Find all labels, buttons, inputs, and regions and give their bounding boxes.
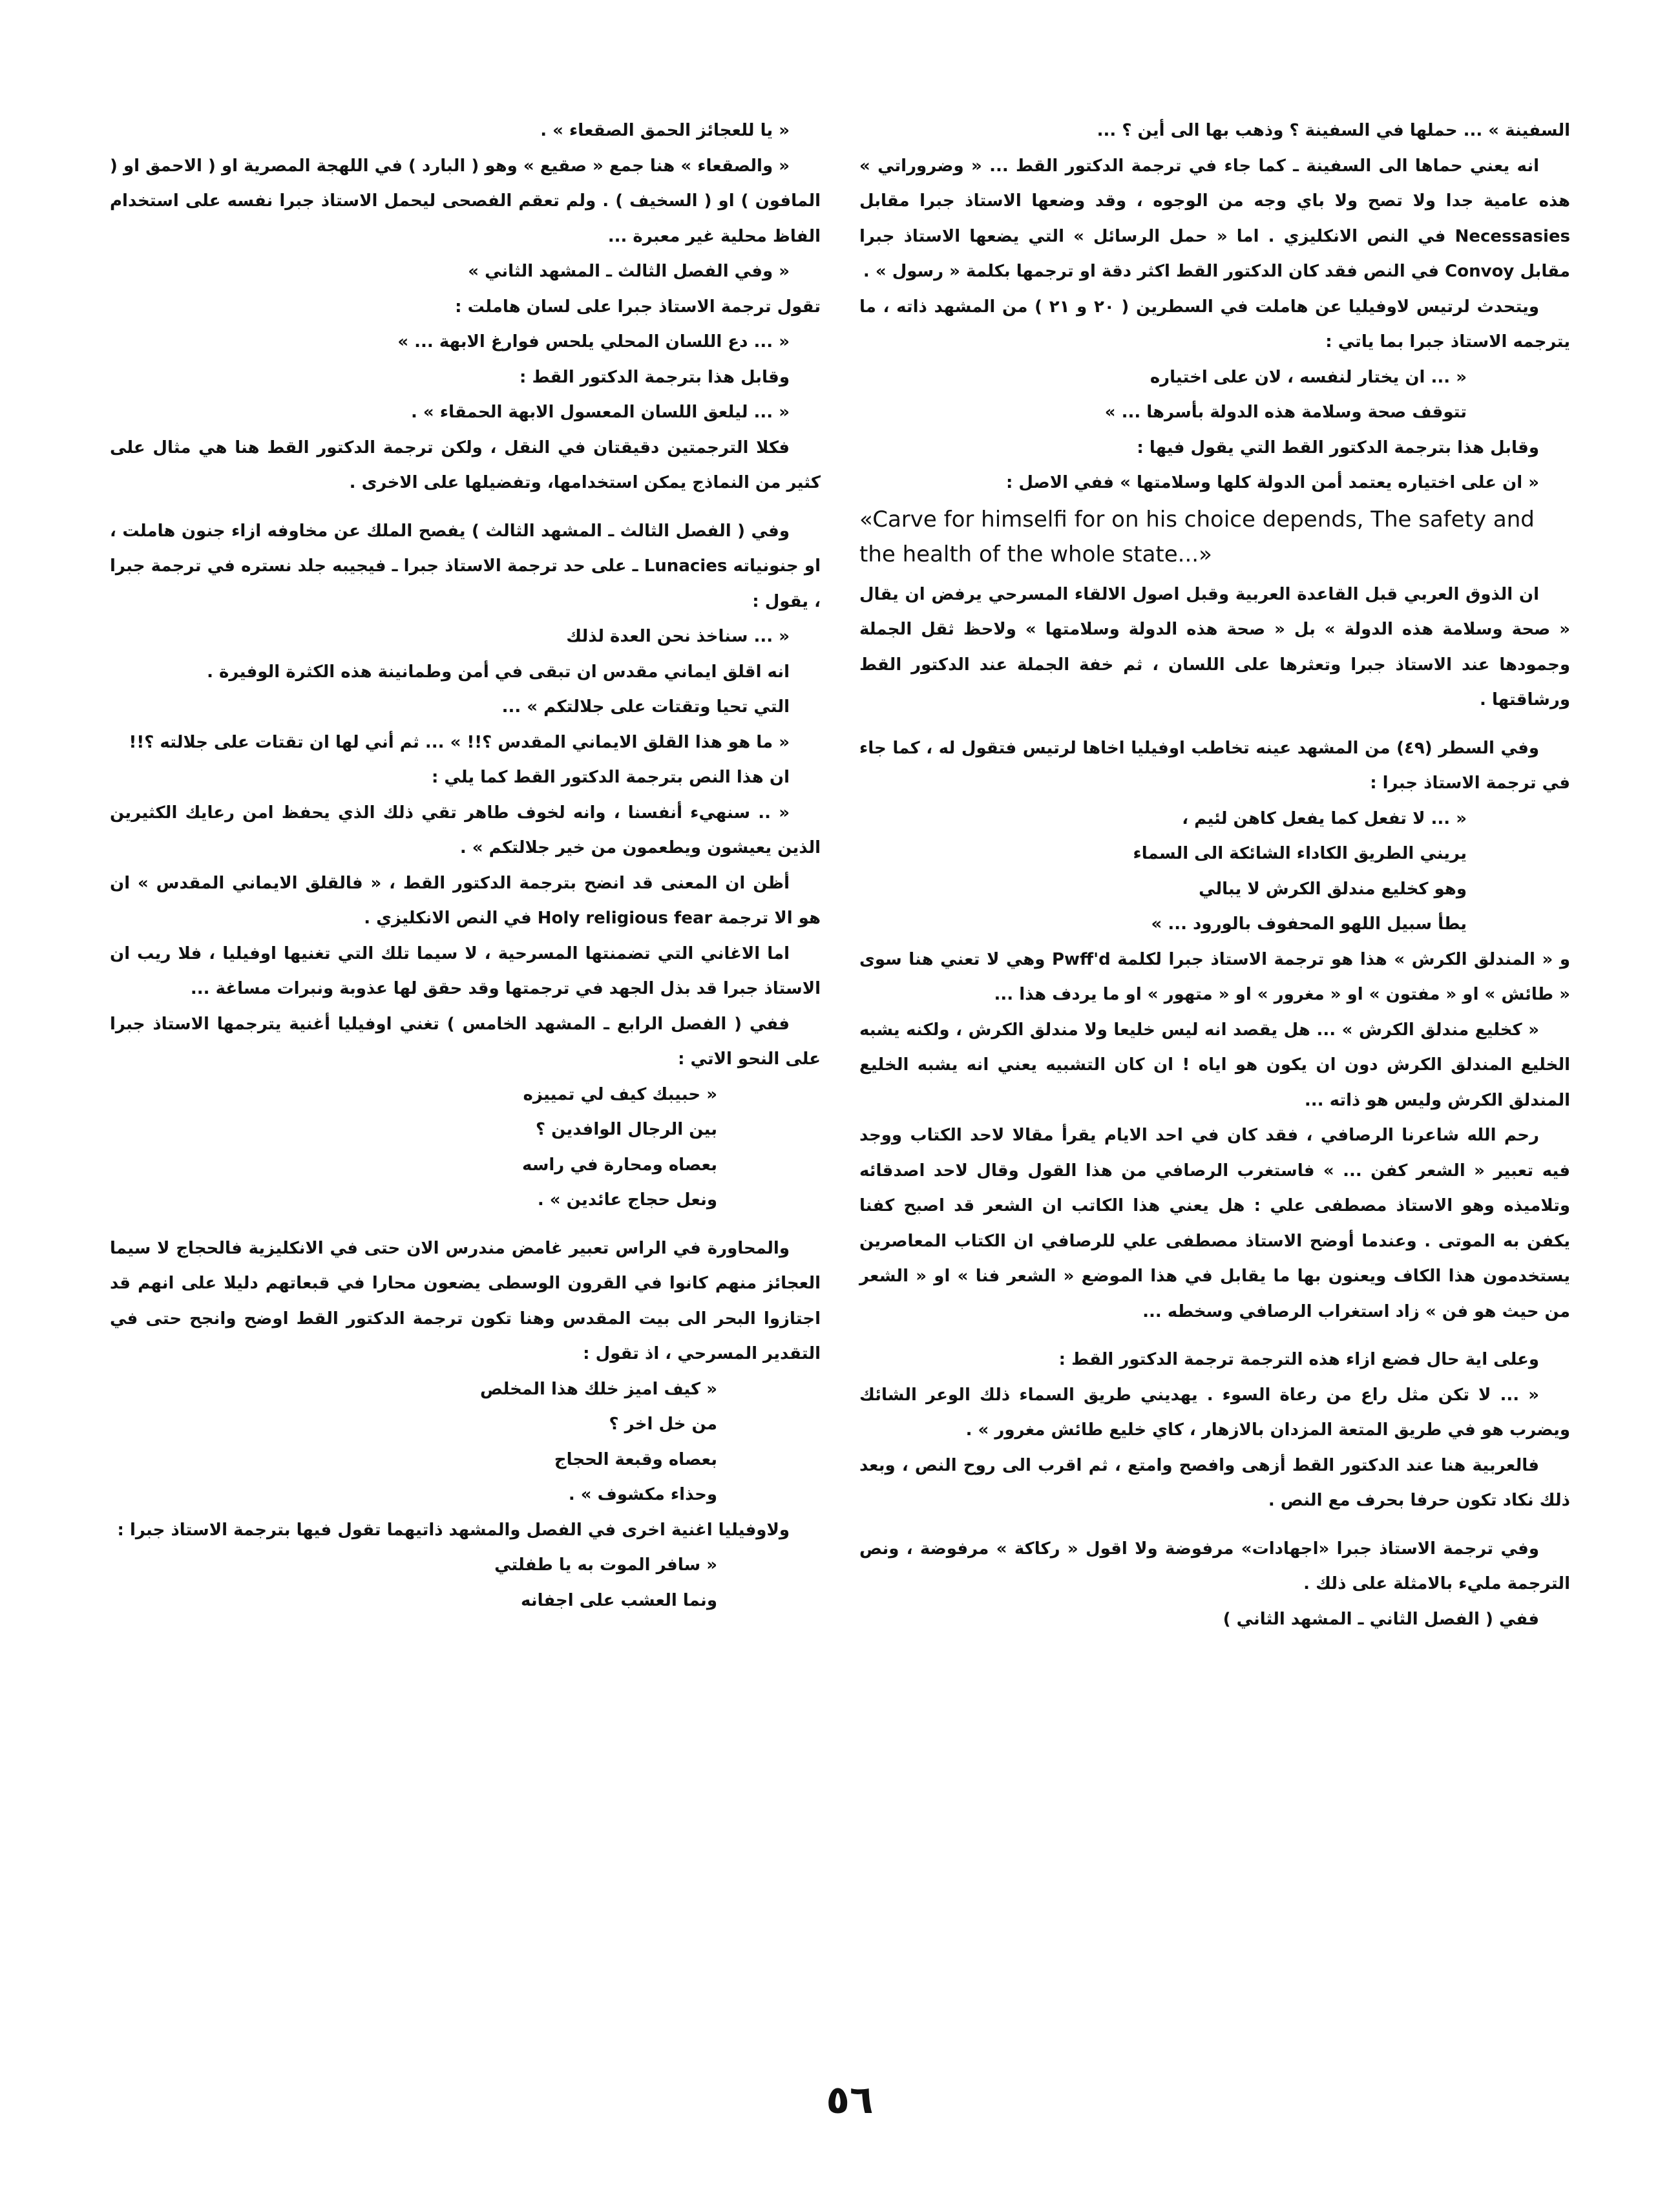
section-heading: ففي ( الفصل الثاني ـ المشهد الثاني )	[1223, 1609, 1539, 1629]
paragraph: وقابل هذا بترجمة الدكتور القط التي يقول فيها :	[1137, 437, 1539, 457]
paragraph: أظن ان المعنى قد انضح بترجمة الدكتور القط ، « فالقلق الايماني المقدس » ان هو الا ترجمة Holy religious fear في النص الانكليزي .	[110, 873, 821, 928]
quote-line: « ... ليلعق اللسان المعسول الابهة الحمقاء » .	[411, 403, 790, 422]
quote-line: بين الرجال الوافدين ؟	[535, 1120, 717, 1139]
paragraph: رحم الله شاعرنا الرصافي ، فقد كان في احد الايام يقرأ مقالا لاحد الكتاب ووجد فيه تعبير « الشعر كفن ... » فاستغرب الرصافي من هذا القول وقال لاحد اصدقائه وتلاميذه وهو الاستاذ مصطفى علي : هل يعني هذا الكاتب ان الشعر قد اصبح كفنا يكفن به الموتى . وعندما أوضح الاستاذ مصطفى علي للرصافي ان الكتاب المعاصرين يستخدمون هذا الكاف ويعنون بها ما يقابل في هذا الموضع « الشعر فنا » او « الشعر من حيث هو فن » زاد استغراب الرصافي وسخطه ...	[859, 1126, 1570, 1321]
quote-line: يطأ سبيل اللهو المحفوف بالورود ... »	[1151, 914, 1467, 934]
left-column	[110, 113, 821, 1618]
quote-line: « ... سناخذ نحن العدة لذلك	[566, 627, 790, 646]
paragraph: و « المندلق الكرش » هذا هو ترجمة الاستاذ جبرا لكلمة Pwff'd وهي لا تعني هنا سوى « طائش » او « مفتون » او « مغرور » او « متهور » او ما يردف هذا ...	[859, 949, 1570, 1004]
paragraph: « ... لا تكن مثل راع من رعاة السوء . يهديني طريق السماء ذلك الوعر الشائك ويضرب هو في طريق المتعة المزدان بالازهار ، كاي خليع طائش مغرور » .	[859, 1385, 1570, 1440]
paragraph: ويتحدث لرتيس لاوفيليا عن هاملت في السطرين ( ٢٠ و ٢١ ) من المشهد ذاته ، ما يترجمه الاستاذ جبرا بما ياتي :	[859, 297, 1570, 352]
paragraph: انه اقلق ايماني مقدس ان تبقى في أمن وطمانينة هذه الكثرة الوفيرة .	[207, 662, 790, 682]
paragraph: فكلا الترجمتين دقيقتان في النقل ، ولكن ترجمة الدكتور القط هنا هي مثال على كثير من النماذج يمكن استخدامها، وتفضيلها على الاخرى .	[110, 437, 821, 492]
quote-line: ونعل حجاج عائدين » .	[537, 1190, 717, 1210]
paragraph: « ان على اختياره يعتمد أمن الدولة كلها وسلامتها » ففي الاصل :	[1005, 473, 1539, 492]
paragraph: وفي السطر (٤٩) من المشهد عينه تخاطب اوفيليا اخاها لرتيس فتقول له ، كما جاء في ترجمة الاستاذ جبرا :	[859, 738, 1570, 793]
quote-line: بعصاه ومحارة في راسه	[522, 1155, 717, 1175]
paragraph: « يا للعجائز الحمق الصقعاء » .	[540, 121, 790, 140]
section-heading: « وفي الفصل الثالث ـ المشهد الثاني »	[468, 262, 790, 281]
quote-line: « ... لا تفعل كما يفعل كاهن لئيم ،	[1182, 808, 1467, 828]
paragraph: وفي ترجمة الاستاذ جبرا «اجهادات» مرفوضة ولا اقول « ركاكة » مرفوضة ، ونص الترجمة مليء بالامثلة على ذلك .	[859, 1539, 1570, 1593]
quote-line: « سافر الموت به يا طفلتي	[494, 1555, 717, 1575]
paragraph: ان هذا النص بترجمة الدكتور القط كما يلي :	[431, 768, 790, 787]
quote-line: وحذاء مكشوف » .	[568, 1485, 717, 1504]
quote-line: وهو كخليع مندلق الكرش لا يبالي	[1199, 879, 1467, 899]
quote-line: تتوقف صحة وسلامة هذه الدولة بأسرها ... »	[1104, 403, 1467, 422]
paragraph: والمحاورة في الراس تعبير غامض مندرس الان حتى في الانكليزية فالحجاج لا سيما العجائز منهم كانوا في القرون الوسطى يضعون محارا في قبعاتهم دليلا على انهم قد اجتازوا البحر الى بيت المقدس وهنا تكون ترجمة الدكتور القط اوضح وانجح حتى في التقدير المسرحي ، اذ تقول :	[110, 1238, 821, 1363]
english-quote: «Carve for himselfi for on his choice depends, The safety and the health of the whole state...»	[859, 506, 1535, 567]
paragraph: فالعربية هنا عند الدكتور القط أزهى وافصح وامتع ، ثم اقرب الى روح النص ، وبعد ذلك نكاد تكون حرفا بحرف مع النص .	[859, 1455, 1570, 1510]
page-number: ٥٦	[826, 2077, 874, 2123]
paragraph: « ما هو هذا القلق الايماني المقدس ؟!! » ... ثم أني لها ان تقتات على جلالته ؟!!	[129, 732, 790, 752]
paragraph: وفي ( الفصل الثالث ـ المشهد الثالث ) يفصح الملك عن مخاوفه ازاء جنون هاملت ، او جنونياته Lunacies ـ على حد ترجمة الاستاذ جبرا ـ فيجيبه جلد نستره في ترجمة جبرا ، يقول :	[110, 521, 821, 611]
paragraph: تقول ترجمة الاستاذ جبرا على لسان هاملت :	[455, 297, 821, 317]
paragraph: ولاوفيليا اغنية اخرى في الفصل والمشهد ذاتيهما تقول فيها بترجمة الاستاذ جبرا :	[117, 1520, 790, 1540]
paragraph: انه يعني حماها الى السفينة ـ كما جاء في ترجمة الدكتور القط ... « وضروراتي » هذه عامية جدا ولا تصح ولا باي وجه من الوجوه ، وقد وضعها الاستاذ جبرا مقابل Necessasies في النص الانكليزي . اما « حمل الرسائل » التي يضعها الاستاذ جبرا مقابل Convoy في النص فقد كان الدكتور القط اكثر دقة او ترجمها بكلمة « رسول » .	[859, 156, 1570, 281]
paragraph: وقابل هذا بترجمة الدكتور القط :	[520, 367, 790, 387]
right-column	[859, 113, 1570, 1637]
paragraph: وعلى اية حال فضع ازاء هذه الترجمة ترجمة الدكتور القط :	[1058, 1350, 1539, 1369]
quote-line: « كيف اميز خلك هذا المخلص	[480, 1379, 717, 1399]
quote-line: « ... ان يختار لنفسه ، لان على اختياره	[1150, 367, 1467, 387]
paragraph: ان الذوق العربي قبل القاعدة العربية وقبل اصول الالقاء المسرحي يرفض ان يقال « صحة وسلامة هذه الدولة » بل « صحة هذه الدولة وسلامتها » ولاحظ ثقل الجملة وجمودها عند الاستاذ جبرا وتعثرها على اللسان ، ثم خفة الجملة عند الدكتور القط ورشاقتها .	[859, 584, 1570, 710]
paragraph: اما الاغاني التي تضمنتها المسرحية ، لا سيما تلك التي تغنيها اوفيليا ، فلا ريب ان الاستاذ جبرا قد بذل الجهد في ترجمتها وقد حقق لها عذوبة ونبرات مساغة ...	[110, 943, 821, 998]
quote-line: التي تحيا وتقتات على جلالتكم » ...	[501, 697, 790, 717]
quote-line: يريني الطريق الكاداء الشائكة الى السماء	[1133, 844, 1467, 863]
quote-line: من خل اخر ؟	[609, 1414, 717, 1434]
paragraph: « .. سنهيء أنفسنا ، وانه لخوف طاهر تقي ذلك الذي يحفظ امن رعايك الكثيرين الذين يعيشون ويطعمون من خير جلالتكم » .	[110, 803, 821, 857]
quote-line: « ... دع اللسان المحلي يلحس فوارغ الابهة ... »	[397, 332, 790, 352]
paragraph: ففي ( الفصل الرابع ـ المشهد الخامس ) تغني اوفيليا أغنية يترجمها الاستاذ جبرا على النحو الاتي :	[110, 1014, 821, 1069]
paragraph: « كخليع مندلق الكرش » ... هل يقصد انه ليس خليعا ولا مندلق الكرش ، ولكنه يشبه الخليع المندلق الكرش دون ان يكون هو اياه ! ان كان التشبيه يعني انه يشبه الخليع المندلق الكرش وليس هو ذاته ...	[859, 1020, 1570, 1110]
paragraph: « والصقعاء » هنا جمع « صقيع » وهو ( البارد ) في اللهجة المصرية او ( الاحمق او ( المافون ) او ( السخيف ) . ولم تعقم الفصحى ليحمل الاستاذ جبرا نفسه على استخدام الفاظ محلية غير معبرة ...	[110, 156, 821, 246]
quote-line: « حبيبك كيف لي تمييزه	[523, 1084, 717, 1104]
paragraph: السفينة » ... حملها في السفينة ؟ وذهب بها الى أين ؟ ...	[1097, 121, 1570, 140]
quote-line: ونما العشب على اجفانه	[521, 1590, 717, 1610]
quote-line: بعصاه وقبعة الحجاج	[554, 1449, 717, 1469]
